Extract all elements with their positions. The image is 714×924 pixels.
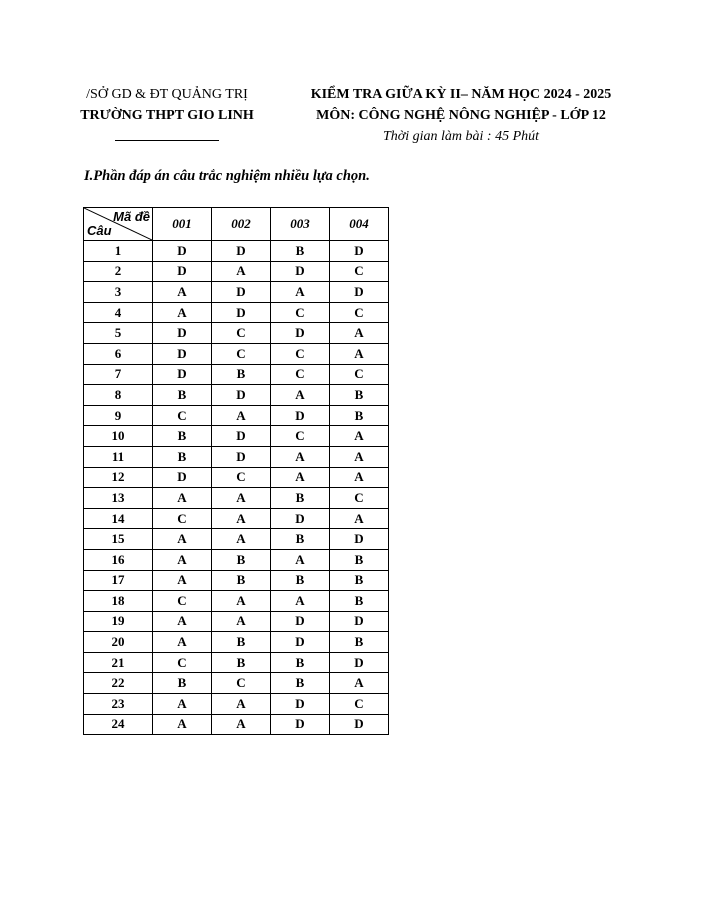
answer-cell: B: [153, 426, 212, 447]
answer-cell: A: [153, 529, 212, 550]
divider: [115, 140, 219, 141]
answer-cell: A: [271, 549, 330, 570]
answer-cell: D: [153, 261, 212, 282]
table-row: [84, 570, 389, 591]
answer-cell: A: [153, 549, 212, 570]
answer-cell: C: [153, 591, 212, 612]
answer-cell: C: [212, 323, 271, 344]
answer-cell: B: [271, 652, 330, 673]
answer-cell: D: [330, 529, 389, 550]
answer-cell: B: [153, 385, 212, 406]
answer-cell: B: [271, 488, 330, 509]
answer-cell: D: [271, 261, 330, 282]
answer-cell: A: [271, 282, 330, 303]
answer-cell: C: [271, 364, 330, 385]
answer-cell: A: [212, 261, 271, 282]
answer-cell: A: [330, 467, 389, 488]
answer-cell: A: [153, 632, 212, 653]
answer-cell: D: [153, 467, 212, 488]
answer-cell: B: [330, 570, 389, 591]
answer-cell: A: [212, 529, 271, 550]
answer-cell: D: [330, 241, 389, 262]
answer-cell: A: [271, 446, 330, 467]
answer-cell: A: [212, 508, 271, 529]
answer-cell: A: [212, 714, 271, 735]
table-row: [84, 673, 389, 694]
answer-cell: B: [212, 364, 271, 385]
school-name: TRƯỜNG THPT GIO LINH: [80, 108, 254, 123]
answer-cell: A: [153, 488, 212, 509]
table-row: [84, 488, 389, 509]
answer-cell: B: [330, 632, 389, 653]
table-row: [84, 652, 389, 673]
answer-cell: A: [330, 446, 389, 467]
answer-cell: A: [330, 343, 389, 364]
answer-cell: C: [271, 426, 330, 447]
answer-cell: C: [330, 694, 389, 715]
answer-cell: A: [271, 385, 330, 406]
answer-cell: D: [212, 302, 271, 323]
code-header: 002: [212, 208, 271, 241]
subject-line: MÔN: CÔNG NGHỆ NÔNG NGHIỆP - LỚP 12: [316, 108, 606, 123]
answer-cell: B: [330, 385, 389, 406]
table-row: [84, 549, 389, 570]
answer-cell: D: [153, 323, 212, 344]
answer-cell: D: [212, 385, 271, 406]
answer-cell: B: [271, 241, 330, 262]
answer-cell: D: [330, 714, 389, 735]
answer-cell: C: [330, 488, 389, 509]
table-row: [84, 261, 389, 282]
answer-cell: A: [153, 282, 212, 303]
answer-cell: A: [330, 323, 389, 344]
answer-cell: C: [271, 302, 330, 323]
question-number-cell: 5: [84, 323, 153, 344]
answer-cell: A: [212, 591, 271, 612]
answer-cell: C: [212, 467, 271, 488]
table-row: [84, 591, 389, 612]
answer-cell: C: [271, 343, 330, 364]
question-number-cell: 16: [84, 549, 153, 570]
table-row: [84, 446, 389, 467]
table-row: [84, 282, 389, 303]
answer-cell: D: [271, 694, 330, 715]
answer-cell: C: [330, 261, 389, 282]
question-number-cell: 24: [84, 714, 153, 735]
code-header: 003: [271, 208, 330, 241]
answer-cell: B: [271, 529, 330, 550]
question-number-cell: 12: [84, 467, 153, 488]
answer-cell: B: [330, 591, 389, 612]
answer-cell: B: [330, 405, 389, 426]
table-row: [84, 323, 389, 344]
answer-cell: B: [212, 652, 271, 673]
question-number-cell: 17: [84, 570, 153, 591]
answer-cell: A: [212, 488, 271, 509]
answer-cell: D: [153, 343, 212, 364]
answer-cell: A: [271, 467, 330, 488]
corner-cell: [84, 208, 153, 241]
answer-cell: D: [330, 282, 389, 303]
answer-cell: B: [330, 549, 389, 570]
answer-cell: A: [212, 694, 271, 715]
answer-cell: A: [212, 611, 271, 632]
question-number-cell: 9: [84, 405, 153, 426]
answer-cell: B: [153, 446, 212, 467]
answer-cell: C: [212, 343, 271, 364]
answer-cell: D: [271, 632, 330, 653]
question-number-cell: 11: [84, 446, 153, 467]
answer-cell: D: [212, 426, 271, 447]
answer-cell: D: [212, 241, 271, 262]
answer-cell: A: [212, 405, 271, 426]
table-row: [84, 714, 389, 735]
table-row: [84, 405, 389, 426]
answer-cell: A: [330, 508, 389, 529]
code-header: 001: [153, 208, 212, 241]
table-row: [84, 508, 389, 529]
question-number-cell: 15: [84, 529, 153, 550]
duration-line: Thời gian làm bài : 45 Phút: [382, 129, 540, 144]
table-row: [84, 611, 389, 632]
answer-cell: A: [330, 426, 389, 447]
answer-cell: D: [271, 405, 330, 426]
table-row: [84, 694, 389, 715]
corner-label-code: Mã đề: [113, 209, 150, 224]
answer-cell: C: [153, 508, 212, 529]
question-number-cell: 21: [84, 652, 153, 673]
header-right: [285, 84, 637, 147]
answer-cell: A: [153, 611, 212, 632]
answer-cell: A: [153, 302, 212, 323]
question-number-cell: 22: [84, 673, 153, 694]
answer-cell: D: [212, 446, 271, 467]
answer-cell: B: [212, 632, 271, 653]
question-number-cell: 8: [84, 385, 153, 406]
answer-cell: B: [271, 673, 330, 694]
answer-table: [83, 207, 389, 735]
answer-cell: D: [212, 282, 271, 303]
question-number-cell: 19: [84, 611, 153, 632]
answer-cell: C: [330, 302, 389, 323]
table-row: [84, 632, 389, 653]
answer-cell: B: [153, 673, 212, 694]
answer-cell: C: [330, 364, 389, 385]
question-number-cell: 10: [84, 426, 153, 447]
answer-cell: A: [153, 694, 212, 715]
table-row: [84, 426, 389, 447]
answer-cell: D: [271, 714, 330, 735]
question-number-cell: 1: [84, 241, 153, 262]
answer-cell: D: [330, 652, 389, 673]
question-number-cell: 6: [84, 343, 153, 364]
table-row: [84, 241, 389, 262]
question-number-cell: 14: [84, 508, 153, 529]
answer-cell: A: [153, 570, 212, 591]
table-header-row: [84, 208, 389, 241]
table-row: [84, 343, 389, 364]
answer-cell: D: [271, 323, 330, 344]
exam-title: KIỂM TRA GIỮA KỲ II– NĂM HỌC 2024 - 2025: [310, 87, 612, 102]
question-number-cell: 13: [84, 488, 153, 509]
table-row: [84, 529, 389, 550]
answer-cell: D: [153, 364, 212, 385]
table-row: [84, 364, 389, 385]
table-row: [84, 302, 389, 323]
question-number-cell: 2: [84, 261, 153, 282]
section-title: I.Phần đáp án câu trắc nghiệm nhiều lựa chọn.: [84, 168, 370, 184]
answer-cell: D: [330, 611, 389, 632]
table-row: [84, 467, 389, 488]
table-row: [84, 385, 389, 406]
answer-cell: B: [212, 570, 271, 591]
answer-cell: A: [153, 714, 212, 735]
answer-cell: D: [271, 611, 330, 632]
corner-label-question: Câu: [87, 223, 112, 238]
question-number-cell: 3: [84, 282, 153, 303]
header-left: [62, 84, 272, 141]
question-number-cell: 23: [84, 694, 153, 715]
answer-cell: D: [153, 241, 212, 262]
answer-cell: B: [271, 570, 330, 591]
code-header: 004: [330, 208, 389, 241]
answer-cell: C: [212, 673, 271, 694]
answer-cell: D: [271, 508, 330, 529]
answer-cell: A: [330, 673, 389, 694]
question-number-cell: 20: [84, 632, 153, 653]
department-name: /SỞ GD & ĐT QUẢNG TRỊ: [86, 87, 248, 102]
answer-cell: C: [153, 405, 212, 426]
answer-cell: C: [153, 652, 212, 673]
question-number-cell: 7: [84, 364, 153, 385]
answer-cell: B: [212, 549, 271, 570]
answer-cell: A: [271, 591, 330, 612]
question-number-cell: 4: [84, 302, 153, 323]
question-number-cell: 18: [84, 591, 153, 612]
